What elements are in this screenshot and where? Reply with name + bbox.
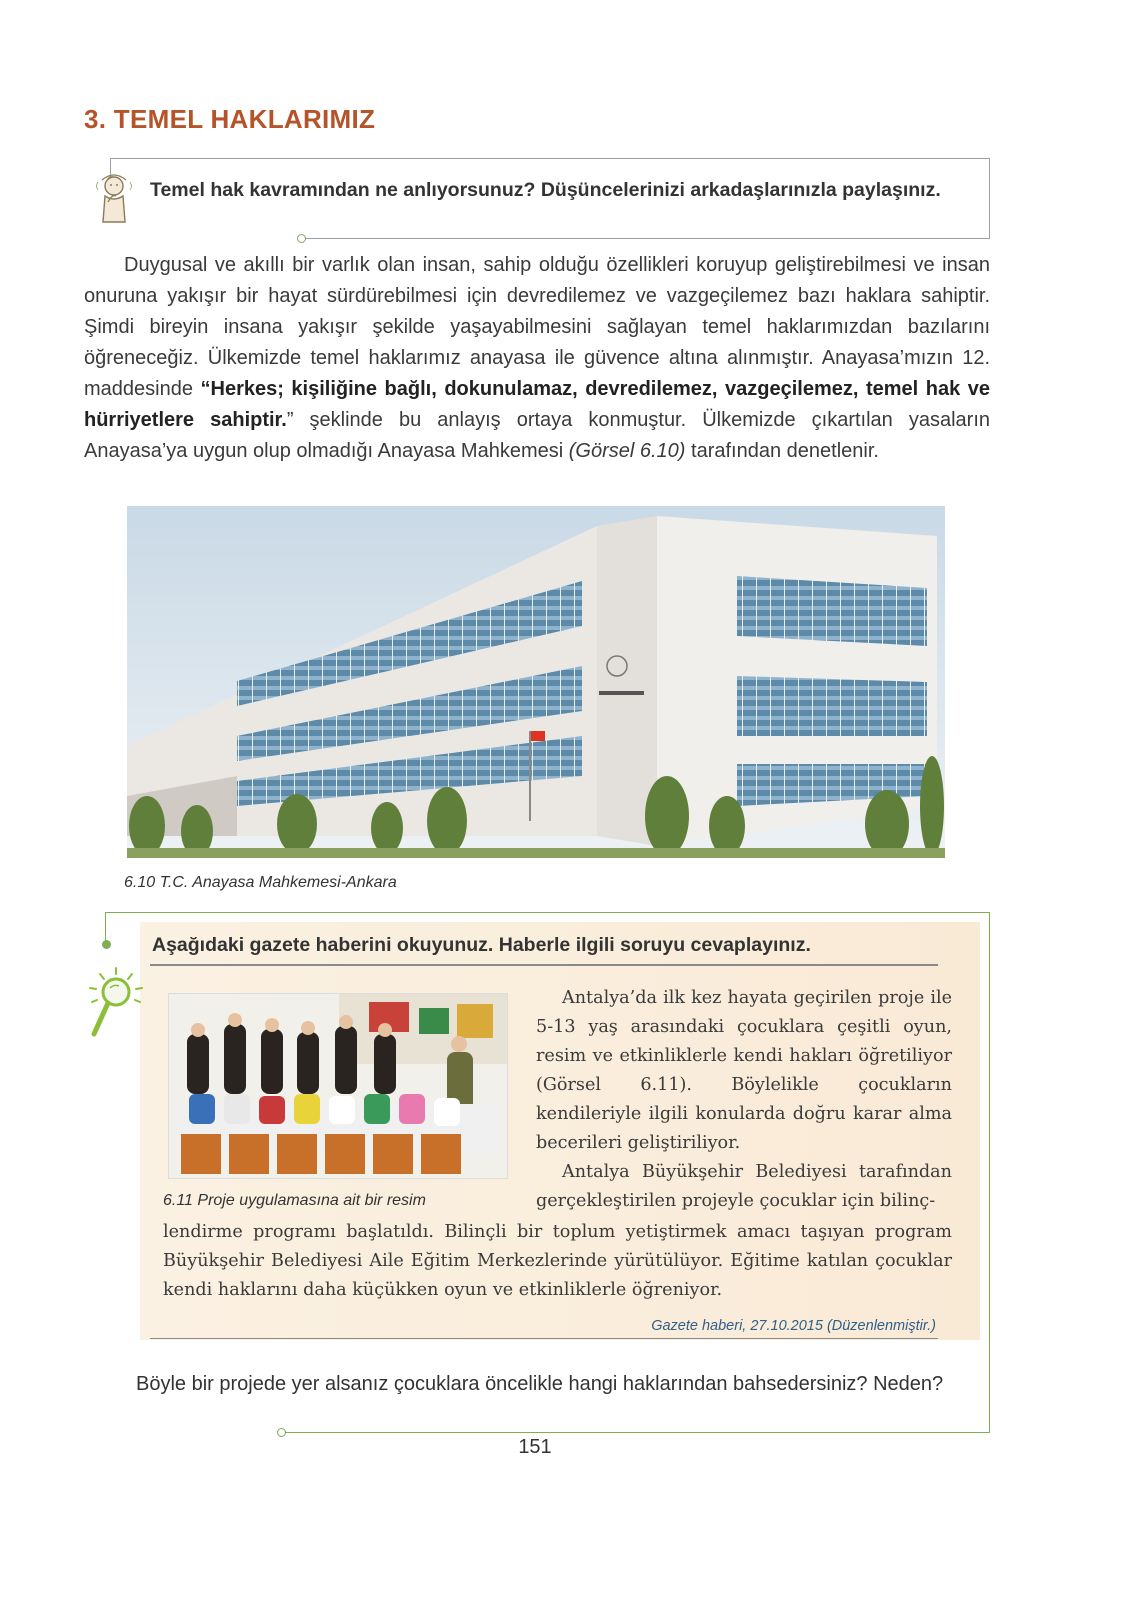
news-paragraph: Antalya’da ilk kez hayata geçirilen proje ile 5-13 yaş arasındaki çocuklara çeşitli oyun, resim ve etkinliklerle kendi hakları öğretiliyor (Görsel 6.11). Böylelikle çocukların kendileriyle ilgili konularda doğru karar alma becerileri geliştiriliyor. [536, 988, 952, 1153]
section-title: 3. TEMEL HAKLARIMIZ [84, 104, 376, 134]
news-box-border [105, 912, 990, 913]
news-text [536, 984, 952, 1216]
figure-caption: 6.10 T.C. Anayasa Mahkemesi-Ankara [124, 874, 397, 891]
thinking-person-icon [92, 172, 138, 226]
news-paragraph: Antalya Büyükşehir Belediyesi tarafından gerçekleştirilen projeyle çocuklar için bilinç- [536, 1162, 952, 1211]
final-question: Böyle bir projede yer alsanız çocuklara öncelikle hangi haklarından bahsedersiniz? Neden? [136, 1373, 944, 1395]
photo-caption: 6.11 Proje uygulamasına ait bir resim [163, 1192, 426, 1209]
body-text: tarafından denetlenir. [685, 440, 879, 462]
project-photo [168, 993, 508, 1179]
news-text-continued: lendirme programı başlatıldı. Bilinçli bir toplum yetiştirmek amacı taşıyan program Büyükşehir Belediyesi Aile Eğitim Merkezlerinde yürütülüyor. Eğitime katılan çocuklar kendi haklarını daha küçükken oyun ve etkinliklerle öğreniyor. [163, 1222, 952, 1300]
news-box-border [989, 912, 990, 1432]
source-underline [150, 1338, 938, 1339]
figure-reference: (Görsel 6.10) [568, 440, 686, 462]
border-dot [102, 940, 111, 949]
body-text: Duygusal ve akıllı bir varlık olan insan, sahip olduğu özellikleri koruyup geliştirebilmesi ve insan onuruna yakışır bir hayat sürdürebilmesi için devredilemez ve vazgeçilemez bazı haklara sahiptir. Şimdi bireyin insana yakışır şekilde yaşayabilmesini sağlayan temel haklarımızdan bazılarını öğreneceğiz. Ülkemizde temel haklarımız anayasa ile güvence altına alınmıştır. Anayasa’mızın 12. maddesinde [84, 254, 990, 400]
news-box-border [285, 1432, 990, 1433]
question-box-border [305, 238, 990, 239]
body-text: ” şeklinde bu anlayış ortaya konmuştur. Ülkemizde çıkartılan yasaların Anayasa’ya uygun olup olmadığı Anayasa Mahkemesi [84, 409, 991, 462]
quote-bold: “Herkes; kişiliğine bağlı, dokunulamaz, devredilemez, vazgeçilemez, temel hak ve hürriyetlere sahiptir. [84, 378, 990, 431]
question-text: Temel hak kavramından ne anlıyorsunuz? Düşüncelerinizi arkadaşlarınızla paylaşınız. [150, 179, 941, 201]
border-dot [297, 234, 306, 243]
news-source: Gazete haberi, 27.10.2015 (Düzenlenmiştir.) [651, 1318, 936, 1334]
constitutional-court-photo [127, 506, 945, 858]
page-number: 151 [518, 1436, 552, 1458]
title-underline [150, 964, 938, 966]
magnifier-icon [82, 964, 148, 1040]
news-box-title: Aşağıdaki gazete haberini okuyunuz. Haberle ilgili soruyu cevaplayınız. [152, 934, 811, 956]
question-box-border [110, 158, 990, 159]
question-box-border [989, 158, 990, 238]
body-paragraph [84, 250, 990, 467]
